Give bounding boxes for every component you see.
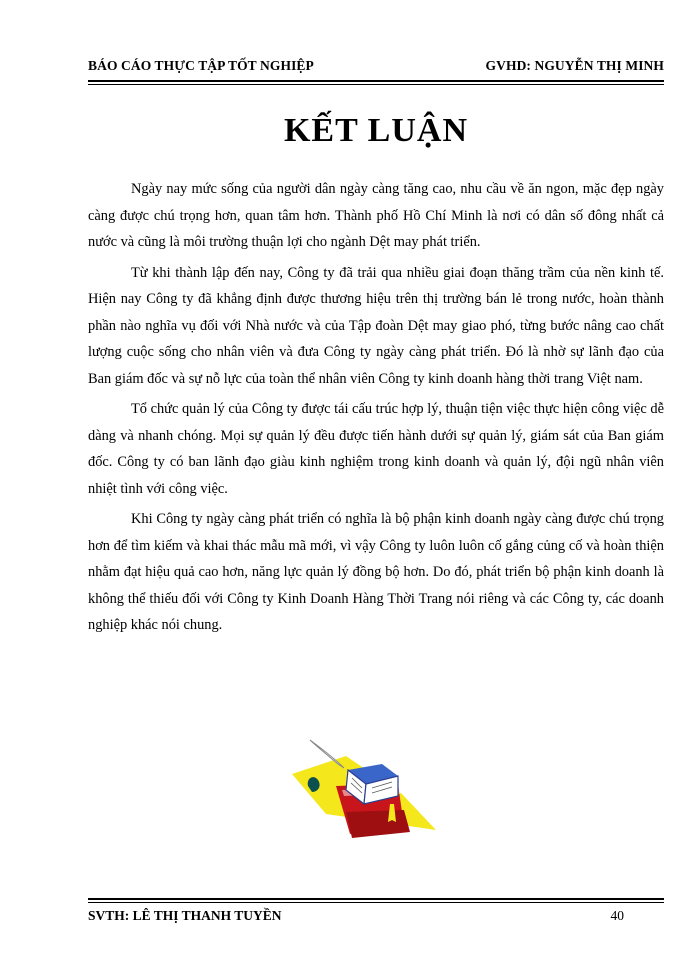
page-number: 40 [610,908,624,923]
page-header [88,58,664,78]
body-text [88,176,664,643]
footer-rule-thick [88,898,664,900]
page-title: KẾT LUẬN [283,112,469,149]
header-advisor: GVHD: NGUYỄN THỊ MINH [485,58,664,73]
header-rule-thick [88,80,664,82]
footer-author: SVTH: LÊ THỊ THANH TUYỀN [88,908,282,923]
page-footer [88,908,664,924]
header-rule-thin [88,84,664,85]
paragraph: Ngày nay mức sống của người dân ngày càng tăng cao, nhu cầu về ăn ngon, mặc đẹp ngày càng được chú trọng hơn, quan tâm hơn. Thành phố Hồ Chí Minh là nơi có dân số đông nhất cả nước và cũng là môi trường thuận lợi cho ngành Dệt may phát triển. [88,181,664,250]
book-quill-illustration [286,734,438,840]
paragraph: Từ khi thành lập đến nay, Công ty đã trải qua nhiều giai đoạn thăng trầm của nền kinh tế. Hiện nay Công ty đã khẳng định được thương hiệu trên thị trường bán lẻ trong nước, hoàn thành phần nào nghĩa vụ đối với Nhà nước và của Tập đoàn Dệt may giao phó, từng bước nâng cao chất lượng cuộc sống cho nhân viên và đưa Công ty ngày càng phát triển. Đó là nhờ sự lãnh đạo của Ban giám đốc và sự nỗ lực của toàn thể nhân viên Công ty kinh doanh hàng thời trang Việt nam. [88,264,664,387]
header-report-title: BÁO CÁO THỰC TẬP TỐT NGHIỆP [88,58,314,73]
footer-rule-thin [88,902,664,903]
paragraph: Khi Công ty ngày càng phát triển có nghĩa là bộ phận kinh doanh ngày càng được chú trọng hơn để tìm kiếm và khai thác mẫu mã mới, vì vậy Công ty luôn luôn cố gắng củng cố và hoàn thiện nhằm đạt hiệu quả cao hơn, năng lực quản lý đồng bộ hơn. Do đó, phát triển bộ phận kinh doanh là không thể thiếu đối với Công ty Kinh Doanh Hàng Thời Trang nói riêng và các Công ty, các doanh nghiệp khác nói chung. [88,511,664,633]
paragraph: Tổ chức quản lý của Công ty được tái cấu trúc hợp lý, thuận tiện việc thực hiện công việc dễ dàng và nhanh chóng. Mọi sự quản lý đều được tiến hành dưới sự quản lý, giám sát của Ban giám đốc. Công ty có ban lãnh đạo giàu kinh nghiệm trong kinh doanh và quản lý, đội ngũ nhân viên nhiệt tình với công việc. [88,401,664,497]
